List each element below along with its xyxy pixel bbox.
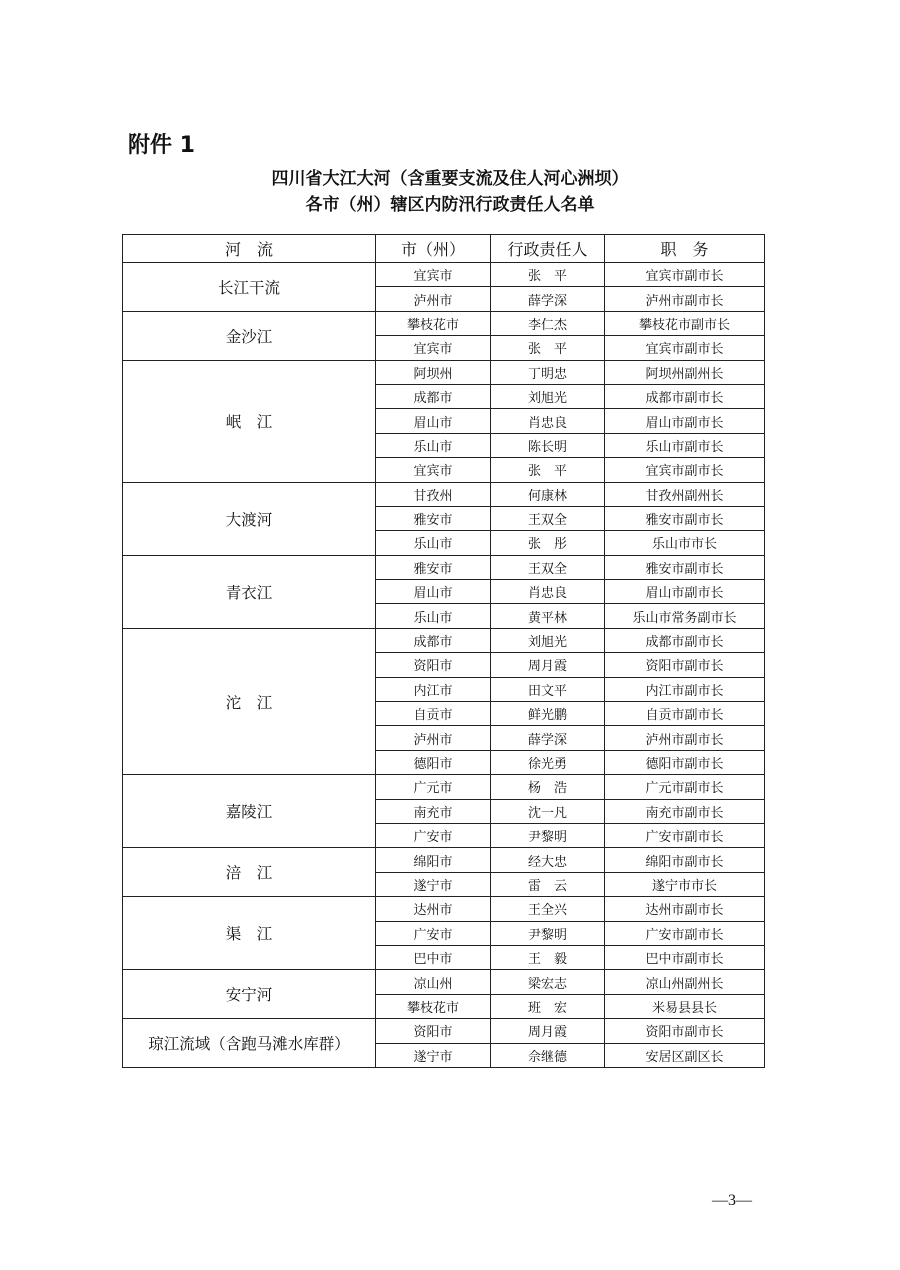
city-cell: 宜宾市 [376, 336, 491, 360]
person-cell: 薛学深 [491, 726, 605, 750]
person-cell: 王双全 [491, 555, 605, 579]
river-cell: 岷 江 [123, 360, 376, 482]
position-cell: 乐山市市长 [605, 531, 765, 555]
document-title-line-1: 四川省大江大河（含重要支流及住人河心洲坝） [271, 169, 629, 189]
city-cell: 南充市 [376, 799, 491, 823]
person-cell: 佘继德 [491, 1043, 605, 1067]
person-cell: 黄平林 [491, 604, 605, 628]
table-body [123, 263, 765, 1068]
city-cell: 甘孜州 [376, 482, 491, 506]
person-cell: 周月霞 [491, 1019, 605, 1043]
city-cell: 遂宁市 [376, 872, 491, 896]
table-row [123, 970, 765, 994]
attachment-label: 附件 1 [128, 133, 195, 158]
position-cell: 宜宾市副市长 [605, 336, 765, 360]
position-cell: 绵阳市副市长 [605, 848, 765, 872]
table-row [123, 628, 765, 652]
person-cell: 张 平 [491, 336, 605, 360]
city-cell: 雅安市 [376, 555, 491, 579]
responsibility-table [122, 234, 765, 1068]
position-cell: 乐山市副市长 [605, 433, 765, 457]
page-number: —3— [712, 1192, 752, 1209]
position-cell: 成都市副市长 [605, 628, 765, 652]
position-cell: 泸州市副市长 [605, 726, 765, 750]
position-cell: 凉山州副州长 [605, 970, 765, 994]
city-cell: 内江市 [376, 677, 491, 701]
header-river: 河 流 [123, 235, 376, 263]
person-cell: 鲜光鹏 [491, 702, 605, 726]
position-cell: 广安市副市长 [605, 921, 765, 945]
city-cell: 达州市 [376, 897, 491, 921]
table-row [123, 1019, 765, 1043]
position-cell: 达州市副市长 [605, 897, 765, 921]
city-cell: 雅安市 [376, 506, 491, 530]
person-cell: 陈长明 [491, 433, 605, 457]
position-cell: 自贡市副市长 [605, 702, 765, 726]
river-cell: 沱 江 [123, 628, 376, 774]
table-header-row [123, 235, 765, 263]
person-cell: 周月霞 [491, 653, 605, 677]
person-cell: 李仁杰 [491, 311, 605, 335]
city-cell: 巴中市 [376, 945, 491, 969]
person-cell: 刘旭光 [491, 628, 605, 652]
city-cell: 成都市 [376, 628, 491, 652]
city-cell: 泸州市 [376, 287, 491, 311]
person-cell: 肖忠良 [491, 409, 605, 433]
person-cell: 丁明忠 [491, 360, 605, 384]
city-cell: 乐山市 [376, 433, 491, 457]
city-cell: 广安市 [376, 921, 491, 945]
person-cell: 经大忠 [491, 848, 605, 872]
city-cell: 乐山市 [376, 531, 491, 555]
city-cell: 乐山市 [376, 604, 491, 628]
person-cell: 雷 云 [491, 872, 605, 896]
city-cell: 眉山市 [376, 409, 491, 433]
person-cell: 何康林 [491, 482, 605, 506]
city-cell: 眉山市 [376, 580, 491, 604]
position-cell: 安居区副区长 [605, 1043, 765, 1067]
position-cell: 巴中市副市长 [605, 945, 765, 969]
river-cell: 琼江流域（含跑马滩水库群） [123, 1019, 376, 1068]
position-cell: 甘孜州副州长 [605, 482, 765, 506]
city-cell: 凉山州 [376, 970, 491, 994]
river-cell: 渠 江 [123, 897, 376, 970]
city-cell: 遂宁市 [376, 1043, 491, 1067]
city-cell: 阿坝州 [376, 360, 491, 384]
city-cell: 德阳市 [376, 750, 491, 774]
river-cell: 嘉陵江 [123, 775, 376, 848]
river-cell: 金沙江 [123, 311, 376, 360]
city-cell: 攀枝花市 [376, 994, 491, 1018]
table-row [123, 555, 765, 579]
person-cell: 张 彤 [491, 531, 605, 555]
position-cell: 米易县县长 [605, 994, 765, 1018]
header-person: 行政责任人 [491, 235, 605, 263]
position-cell: 广安市副市长 [605, 823, 765, 847]
position-cell: 广元市副市长 [605, 775, 765, 799]
person-cell: 肖忠良 [491, 580, 605, 604]
river-cell: 涪 江 [123, 848, 376, 897]
person-cell: 王双全 [491, 506, 605, 530]
city-cell: 绵阳市 [376, 848, 491, 872]
position-cell: 内江市副市长 [605, 677, 765, 701]
person-cell: 班 宏 [491, 994, 605, 1018]
position-cell: 南充市副市长 [605, 799, 765, 823]
person-cell: 尹黎明 [491, 921, 605, 945]
position-cell: 资阳市副市长 [605, 653, 765, 677]
river-cell: 安宁河 [123, 970, 376, 1019]
person-cell: 刘旭光 [491, 384, 605, 408]
position-cell: 乐山市常务副市长 [605, 604, 765, 628]
person-cell: 杨 浩 [491, 775, 605, 799]
position-cell: 雅安市副市长 [605, 506, 765, 530]
person-cell: 尹黎明 [491, 823, 605, 847]
city-cell: 宜宾市 [376, 263, 491, 287]
table-row [123, 482, 765, 506]
position-cell: 眉山市副市长 [605, 580, 765, 604]
position-cell: 阿坝州副州长 [605, 360, 765, 384]
person-cell: 梁宏志 [491, 970, 605, 994]
person-cell: 薛学深 [491, 287, 605, 311]
position-cell: 雅安市副市长 [605, 555, 765, 579]
river-cell: 长江干流 [123, 263, 376, 312]
city-cell: 广元市 [376, 775, 491, 799]
city-cell: 泸州市 [376, 726, 491, 750]
city-cell: 资阳市 [376, 1019, 491, 1043]
header-city: 市（州） [376, 235, 491, 263]
person-cell: 王全兴 [491, 897, 605, 921]
city-cell: 攀枝花市 [376, 311, 491, 335]
position-cell: 德阳市副市长 [605, 750, 765, 774]
person-cell: 王 毅 [491, 945, 605, 969]
header-position: 职 务 [605, 235, 765, 263]
position-cell: 攀枝花市副市长 [605, 311, 765, 335]
person-cell: 沈一凡 [491, 799, 605, 823]
city-cell: 自贡市 [376, 702, 491, 726]
table-row [123, 897, 765, 921]
river-cell: 青衣江 [123, 555, 376, 628]
position-cell: 泸州市副市长 [605, 287, 765, 311]
person-cell: 张 平 [491, 458, 605, 482]
position-cell: 资阳市副市长 [605, 1019, 765, 1043]
table-row [123, 360, 765, 384]
person-cell: 徐光勇 [491, 750, 605, 774]
table-row [123, 311, 765, 335]
river-cell: 大渡河 [123, 482, 376, 555]
city-cell: 广安市 [376, 823, 491, 847]
position-cell: 成都市副市长 [605, 384, 765, 408]
city-cell: 资阳市 [376, 653, 491, 677]
table-row [123, 263, 765, 287]
position-cell: 眉山市副市长 [605, 409, 765, 433]
table-row [123, 848, 765, 872]
city-cell: 宜宾市 [376, 458, 491, 482]
city-cell: 成都市 [376, 384, 491, 408]
position-cell: 遂宁市市长 [605, 872, 765, 896]
position-cell: 宜宾市副市长 [605, 263, 765, 287]
person-cell: 田文平 [491, 677, 605, 701]
table-row [123, 775, 765, 799]
position-cell: 宜宾市副市长 [605, 458, 765, 482]
document-title-line-2: 各市（州）辖区内防汛行政责任人名单 [305, 195, 595, 215]
person-cell: 张 平 [491, 263, 605, 287]
